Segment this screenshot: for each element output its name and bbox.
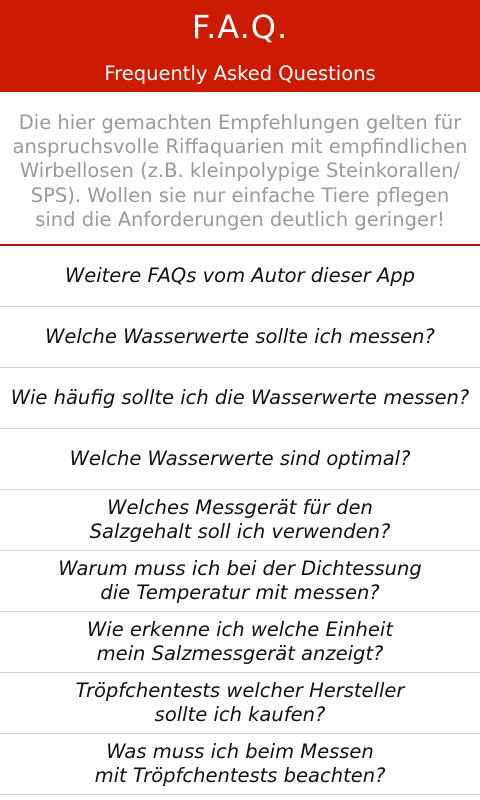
- faq-item-which-values[interactable]: [0, 307, 480, 368]
- faq-item-unit[interactable]: [0, 612, 480, 673]
- page-subtitle: Frequently Asked Questions: [104, 62, 376, 85]
- page-title: F.A.Q.: [191, 8, 289, 46]
- intro-text: Die hier gemachten Empfehlungen gelten für anspruchsvolle Riffaquarien mit empfindlichen Wirbellosen (z.B. kleinpolypige Steinkorallen/ SPS). Wollen sie nur einfache Tiere pflegen sind die Anforderungen deutlich geringer!: [0, 92, 480, 246]
- faq-item-label: Weitere FAQs vom Autor dieser App: [64, 264, 416, 287]
- header-bar: [0, 0, 480, 92]
- faq-item-label: Welches Messgerät für den Salzgehalt soll ich verwenden?: [89, 496, 391, 543]
- faq-item-label: Tröpfchentests welcher Hersteller sollte ich kaufen?: [75, 679, 405, 726]
- faq-item-salinity-meter[interactable]: [0, 490, 480, 551]
- faq-item-more-faqs[interactable]: [0, 246, 480, 307]
- faq-item-label: Wie erkenne ich welche Einheit mein Salzmessgerät anzeigt?: [87, 618, 393, 665]
- faq-item-test-brands[interactable]: [0, 673, 480, 734]
- faq-list: [0, 246, 480, 795]
- faq-item-label: Wie häufig sollte ich die Wasserwerte messen?: [10, 386, 470, 409]
- faq-item-test-tips[interactable]: [0, 734, 480, 795]
- faq-item-temperature[interactable]: [0, 551, 480, 612]
- faq-item-label: Was muss ich beim Messen mit Tröpfchentests beachten?: [94, 740, 386, 787]
- faq-item-label: Welche Wasserwerte sollte ich messen?: [45, 325, 435, 348]
- faq-item-label: Warum muss ich bei der Dichtessung die Temperatur mit messen?: [58, 557, 422, 604]
- faq-item-optimal-values[interactable]: [0, 429, 480, 490]
- faq-item-how-often[interactable]: [0, 368, 480, 429]
- faq-item-label: Welche Wasserwerte sind optimal?: [69, 447, 411, 470]
